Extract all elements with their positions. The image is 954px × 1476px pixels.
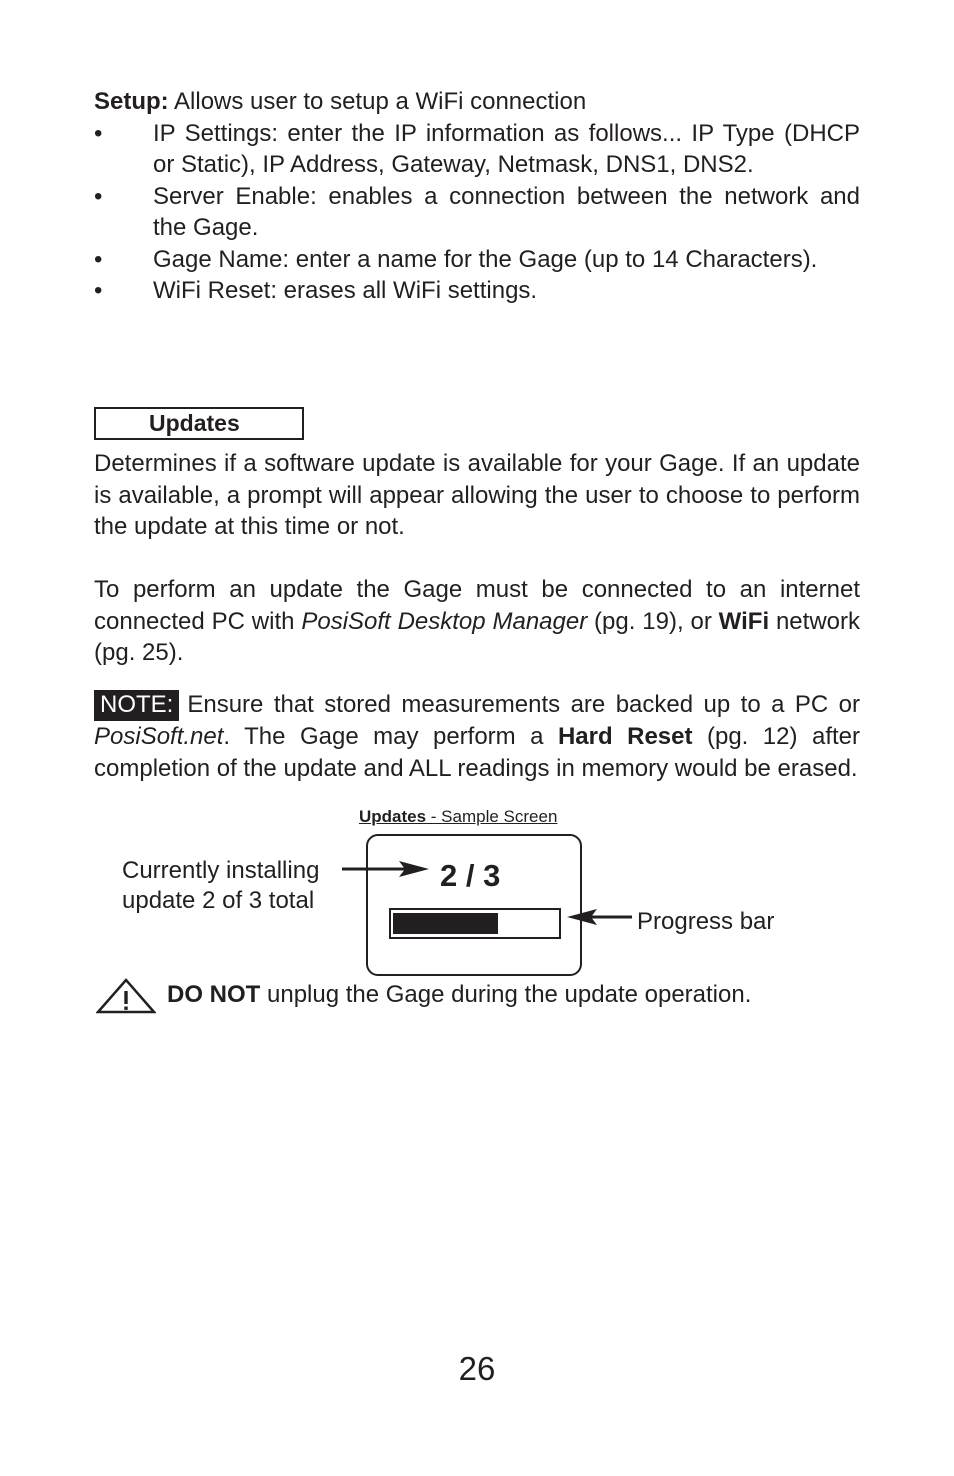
warning-emphasis: DO NOT [167,981,261,1008]
perform-text-3: network (pg. 25). [94,607,860,666]
perform-text-1: To perform an update the Gage must be connected to an internet connected PC with [94,576,860,635]
note-text-1: Ensure that stored measurements are backed up to a PC or [187,691,860,718]
bullet-marker: • [94,119,103,147]
page-number: 26 [458,1350,496,1387]
warning-text [167,979,751,1011]
perform-text-2: (pg. 19), or [587,607,719,635]
bullet-marker: • [94,277,103,304]
bullet-text: IP Settings: enter the IP information as follows... IP Type (DHCP or Static), IP Address, Gateway, Netmask, DNS1, DNS2. [153,119,860,178]
progress-bar-callout: Progress bar [637,908,775,935]
wifi-term: WiFi [718,607,770,635]
bullet-text: Gage Name: enter a name for the Gage (up to 14 Characters). [153,245,818,273]
desktop-manager-name: PosiSoft Desktop Manager [301,607,588,635]
bullet-marker: • [94,245,103,273]
setup-description: Allows user to setup a WiFi connection [168,88,587,115]
posisoft-net-name: PosiSoft.net [94,723,224,750]
note-label: NOTE: [94,690,179,721]
arrow-right-icon [342,861,429,877]
caption-subtitle: - Sample Screen [426,807,558,826]
caption-title: Updates [359,807,427,826]
note-text-2: . The Gage may perform a [223,723,558,750]
warning-triangle-icon [96,978,156,1014]
update-count-callout: Currently installing update 2 of 3 total [122,857,320,914]
updates-intro-paragraph: Determines if a software update is available for your Gage. If an update is available, a prompt will appear allowing the user to choose to perform the update at this time or not. [94,450,860,540]
updates-heading: Updates [94,407,304,440]
note-text-3: (pg. 12) after completion of the update and ALL readings in memory would be erased. [94,723,860,782]
bullet-text: Server Enable: enables a connection between the network and the Gage. [153,182,860,241]
update-count-display: 2 / 3 [440,858,501,893]
arrow-left-icon [567,909,632,925]
bullet-text: WiFi Reset: erases all WiFi settings. [153,277,538,304]
warning-notice [96,978,896,1014]
hard-reset-term: Hard Reset [557,723,693,750]
setup-label: Setup: [94,88,169,115]
warning-message: unplug the Gage during the update operation. [260,981,752,1008]
bullet-marker: • [94,182,103,210]
